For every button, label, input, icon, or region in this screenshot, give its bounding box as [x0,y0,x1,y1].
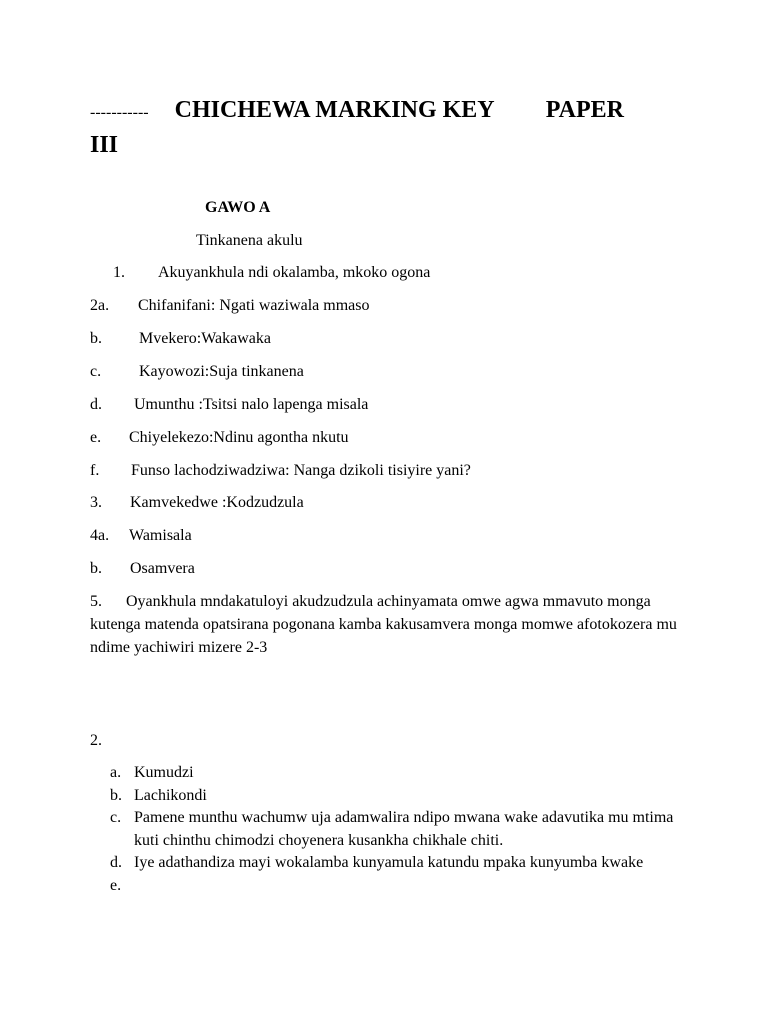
section-subheading: Tinkanena akulu [196,232,303,249]
answer-number: 3. [90,494,102,511]
list-item [110,762,690,785]
answer-number: 2a. [90,297,110,314]
answer-text: Oyankhula mndakatuloyi akudzudzula achinyamata omwe agwa mmavuto monga kutenga matenda opatsirana pogonana kamba kakusamvera monga momwe afotokozera mu ndime yachiwiri mizere 2-3 [90,593,677,656]
title-text: CHICHEWA MARKING KEY [174,97,494,123]
section-2-list [110,762,690,897]
answer-number: 5. [90,593,102,610]
answer-text: Akuyankhula ndi okalamba, mkoko ogona [158,264,431,281]
list-item-label: d. [110,854,122,871]
list-item-label: a. [110,764,122,781]
answer-number: f. [90,462,100,479]
list-item-label: c. [110,809,122,826]
answer-number: e. [90,429,102,446]
list-item [110,852,690,875]
answer-text: Mvekero:Wakawaka [139,330,271,347]
answer-number: 4a. [90,527,110,544]
list-item [110,807,690,852]
answer-text: Chiyelekezo:Ndinu agontha nkutu [129,429,349,446]
answer-5-paragraph [90,590,690,659]
answer-number: b. [90,560,102,577]
section-2-number: 2. [90,732,102,749]
list-item-text: Lachikondi [134,786,207,804]
list-item-text: Pamene munthu wachumw uja adamwalira ndipo mwana wake adavutika mu mtima kuti chinthu chimodzi choyenera kusankha chikhale chiti. [134,809,674,849]
answer-text: Osamvera [130,560,195,577]
section-heading: GAWO A [205,199,271,216]
list-item [110,785,690,808]
answer-text: Funso lachodziwadziwa: Nanga dzikoli tisiyire yani? [131,462,471,479]
title-dashes: ----------- [90,104,149,121]
answer-text: Kamvekedwe :Kodzudzula [130,494,304,511]
answer-number: 1. [113,264,125,281]
list-item-text: Kumudzi [134,764,194,781]
answer-text: Kayowozi:Suja tinkanena [139,363,304,380]
answer-number: b. [90,330,102,347]
answer-text: Chifanifani: Ngati waziwala mmaso [138,297,370,314]
title-paper-number: III [90,132,119,158]
list-item-label: e. [110,876,122,894]
title-paper: PAPER [545,97,624,123]
answer-text: Wamisala [129,527,192,544]
answer-number: d. [90,396,102,413]
document-title [90,94,680,162]
list-item-text: Iye adathandiza mayi wokalamba kunyamula katundu mpaka kunyumba kwake [134,854,644,871]
answer-number: c. [90,363,102,380]
list-item [110,875,690,898]
list-item-label: b. [110,786,122,804]
answer-text: Umunthu :Tsitsi nalo lapenga misala [134,396,369,413]
